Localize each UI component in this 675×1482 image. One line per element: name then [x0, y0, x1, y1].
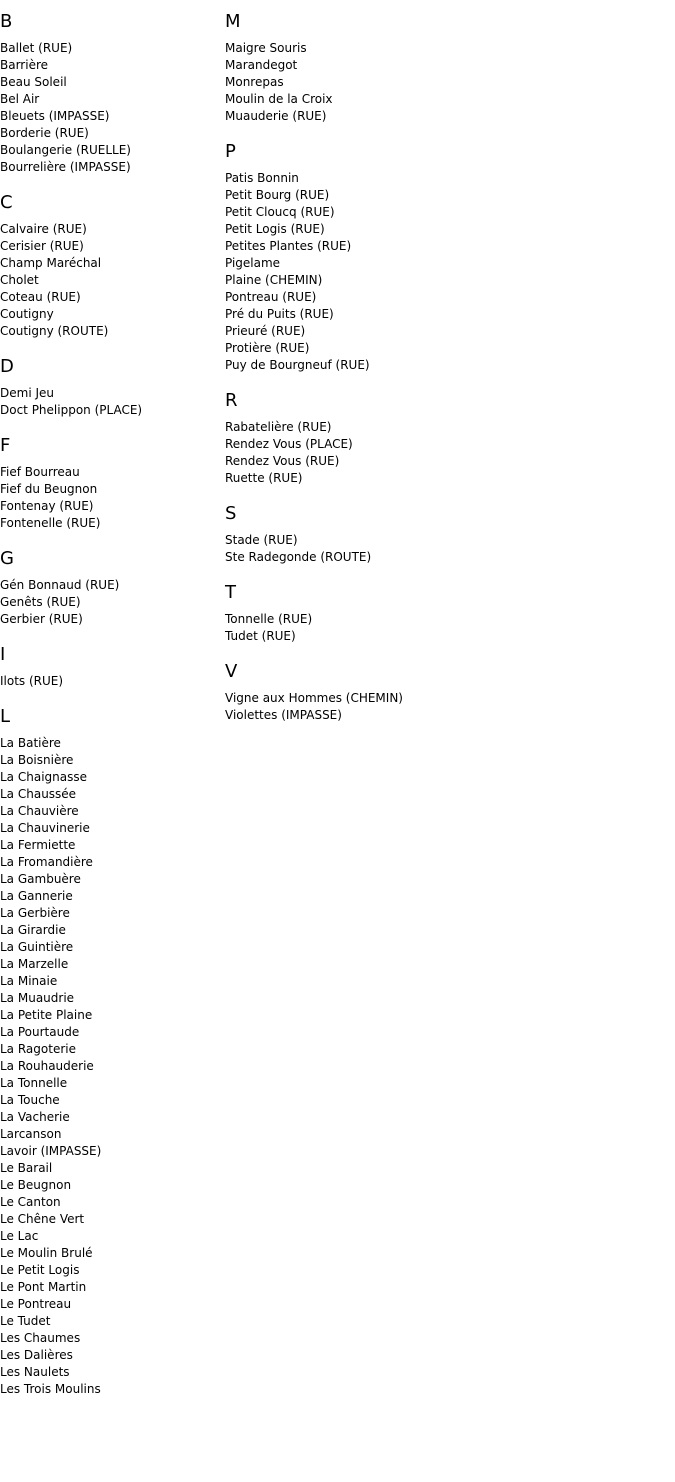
street-item-la-ragoterie: La Ragoterie [0, 1042, 76, 1056]
street-item-la-gerbiere: La Gerbière [0, 906, 70, 920]
section-letter-heading: R [225, 390, 238, 411]
section-letter-heading: C [0, 192, 13, 213]
street-item-doct-phelippon-place: Doct Phelippon (PLACE) [0, 403, 143, 417]
street-item-cholet: Cholet [0, 273, 39, 287]
street-item-prieure-rue: Prieuré (RUE) [225, 324, 306, 338]
street-item-la-tonnelle: La Tonnelle [0, 1076, 68, 1090]
street-item-puy-de-bourgneuf-rue: Puy de Bourgneuf (RUE) [225, 358, 370, 372]
section-t [225, 581, 665, 645]
street-item-boulangerie-ruelle: Boulangerie (RUELLE) [0, 143, 131, 157]
street-item-petites-plantes-rue: Petites Plantes (RUE) [225, 239, 352, 253]
street-item-la-gambuere: La Gambuère [0, 872, 81, 886]
street-item-vigne-aux-hommes-chemin: Vigne aux Hommes (CHEMIN) [225, 691, 403, 705]
street-index-left-column [0, 10, 220, 1413]
street-item-la-chaignasse: La Chaignasse [0, 770, 87, 784]
street-item-pontreau-rue: Pontreau (RUE) [225, 290, 317, 304]
section-letter-heading: D [0, 356, 14, 377]
street-item-la-guintiere: La Guintière [0, 940, 74, 954]
street-item-cerisier-rue: Cerisier (RUE) [0, 239, 84, 253]
street-item-gen-bonnaud-rue: Gén Bonnaud (RUE) [0, 578, 120, 592]
street-item-la-rouhauderie: La Rouhauderie [0, 1059, 94, 1073]
street-item-stade-rue: Stade (RUE) [225, 533, 298, 547]
section-i [0, 643, 220, 690]
street-item-pigelame: Pigelame [225, 256, 281, 270]
street-item-la-petite-plaine: La Petite Plaine [0, 1008, 93, 1022]
street-item-maigre-souris: Maigre Souris [225, 41, 307, 55]
street-item-coutigny: Coutigny [0, 307, 54, 321]
street-item-fief-du-beugnon: Fief du Beugnon [0, 482, 98, 496]
street-item-bel-air: Bel Air [0, 92, 40, 106]
section-g [0, 547, 220, 628]
section-letter-heading: S [225, 503, 237, 524]
street-item-le-chene-vert: Le Chêne Vert [0, 1212, 85, 1226]
street-item-la-marzelle: La Marzelle [0, 957, 69, 971]
street-item-la-pourtaude: La Pourtaude [0, 1025, 80, 1039]
section-letter-heading: T [225, 582, 236, 603]
street-item-borderie-rue: Borderie (RUE) [0, 126, 89, 140]
section-letter-heading: V [225, 661, 238, 682]
street-item-tudet-rue: Tudet (RUE) [225, 629, 296, 643]
street-item-monrepas: Monrepas [225, 75, 284, 89]
section-r [225, 389, 665, 487]
street-item-les-naulets: Les Naulets [0, 1365, 70, 1379]
street-item-rendez-vous-place: Rendez Vous (PLACE) [225, 437, 353, 451]
street-item-la-fermiette: La Fermiette [0, 838, 76, 852]
street-item-fief-bourreau: Fief Bourreau [0, 465, 80, 479]
section-letter-heading: B [0, 11, 13, 32]
section-b [0, 10, 220, 176]
street-item-la-batiere: La Batière [0, 736, 61, 750]
street-item-patis-bonnin: Patis Bonnin [225, 171, 299, 185]
street-item-le-beugnon: Le Beugnon [0, 1178, 72, 1192]
street-item-bourreliere-impasse: Bourrelière (IMPASSE) [0, 160, 131, 174]
section-letter-heading: L [0, 706, 11, 727]
street-item-la-chauvinerie: La Chauvinerie [0, 821, 90, 835]
street-item-champ-marechal: Champ Maréchal [0, 256, 102, 270]
section-m [225, 10, 665, 125]
street-item-rendez-vous-rue: Rendez Vous (RUE) [225, 454, 340, 468]
section-letter-heading: M [225, 11, 241, 32]
street-item-la-gannerie: La Gannerie [0, 889, 73, 903]
street-item-rabateliere-rue: Rabatelière (RUE) [225, 420, 332, 434]
street-item-barriere: Barrière [0, 58, 49, 72]
street-index-right-column [225, 10, 665, 739]
street-item-le-lac: Le Lac [0, 1229, 39, 1243]
street-item-ruette-rue: Ruette (RUE) [225, 471, 303, 485]
street-item-petit-logis-rue: Petit Logis (RUE) [225, 222, 325, 236]
section-letter-heading: G [0, 548, 14, 569]
street-item-petit-cloucq-rue: Petit Cloucq (RUE) [225, 205, 335, 219]
street-item-genets-rue: Genêts (RUE) [0, 595, 81, 609]
street-item-ballet-rue: Ballet (RUE) [0, 41, 73, 55]
street-item-le-barail: Le Barail [0, 1161, 53, 1175]
street-item-ste-radegonde-route: Ste Radegonde (ROUTE) [225, 550, 372, 564]
street-item-la-touche: La Touche [0, 1093, 60, 1107]
street-item-fontenelle-rue: Fontenelle (RUE) [0, 516, 101, 530]
street-item-pre-du-puits-rue: Pré du Puits (RUE) [225, 307, 334, 321]
section-letter-heading: F [0, 435, 11, 456]
street-item-la-chauviere: La Chauvière [0, 804, 79, 818]
street-item-le-moulin-brule: Le Moulin Brulé [0, 1246, 93, 1260]
street-item-larcanson: Larcanson [0, 1127, 62, 1141]
street-item-beau-soleil: Beau Soleil [0, 75, 67, 89]
street-item-le-tudet: Le Tudet [0, 1314, 51, 1328]
street-item-la-boisniere: La Boisnière [0, 753, 74, 767]
street-item-la-muaudrie: La Muaudrie [0, 991, 75, 1005]
street-item-les-trois-moulins: Les Trois Moulins [0, 1382, 101, 1396]
street-item-le-pontreau: Le Pontreau [0, 1297, 72, 1311]
street-item-demi-jeu: Demi Jeu [0, 386, 54, 400]
street-item-marandegot: Marandegot [225, 58, 298, 72]
street-item-petit-bourg-rue: Petit Bourg (RUE) [225, 188, 330, 202]
section-p [225, 140, 665, 374]
section-f [0, 434, 220, 532]
street-item-la-girardie: La Girardie [0, 923, 66, 937]
street-item-le-pont-martin: Le Pont Martin [0, 1280, 87, 1294]
street-item-muauderie-rue: Muauderie (RUE) [225, 109, 327, 123]
street-item-le-canton: Le Canton [0, 1195, 61, 1209]
street-item-bleuets-impasse: Bleuets (IMPASSE) [0, 109, 110, 123]
street-item-violettes-impasse: Violettes (IMPASSE) [225, 708, 342, 722]
section-v [225, 660, 665, 724]
street-item-protiere-rue: Protière (RUE) [225, 341, 310, 355]
street-item-les-dalieres: Les Dalières [0, 1348, 73, 1362]
section-l [0, 705, 220, 1398]
section-s [225, 502, 665, 566]
street-item-la-minaie: La Minaie [0, 974, 58, 988]
street-item-plaine-chemin: Plaine (CHEMIN) [225, 273, 323, 287]
street-item-ilots-rue: Ilots (RUE) [0, 674, 64, 688]
street-item-moulin-de-la-croix: Moulin de la Croix [225, 92, 333, 106]
street-item-coteau-rue: Coteau (RUE) [0, 290, 81, 304]
street-item-calvaire-rue: Calvaire (RUE) [0, 222, 87, 236]
street-item-la-chaussee: La Chaussée [0, 787, 77, 801]
section-letter-heading: I [0, 644, 6, 665]
street-item-coutigny-route: Coutigny (ROUTE) [0, 324, 109, 338]
street-item-la-fromandiere: La Fromandière [0, 855, 93, 869]
street-item-lavoir-impasse: Lavoir (IMPASSE) [0, 1144, 102, 1158]
street-item-tonnelle-rue: Tonnelle (RUE) [225, 612, 313, 626]
street-item-les-chaumes: Les Chaumes [0, 1331, 81, 1345]
street-item-la-vacherie: La Vacherie [0, 1110, 70, 1124]
street-item-fontenay-rue: Fontenay (RUE) [0, 499, 94, 513]
street-item-le-petit-logis: Le Petit Logis [0, 1263, 80, 1277]
street-item-gerbier-rue: Gerbier (RUE) [0, 612, 83, 626]
section-letter-heading: P [225, 141, 236, 162]
section-c [0, 191, 220, 340]
section-d [0, 355, 220, 419]
